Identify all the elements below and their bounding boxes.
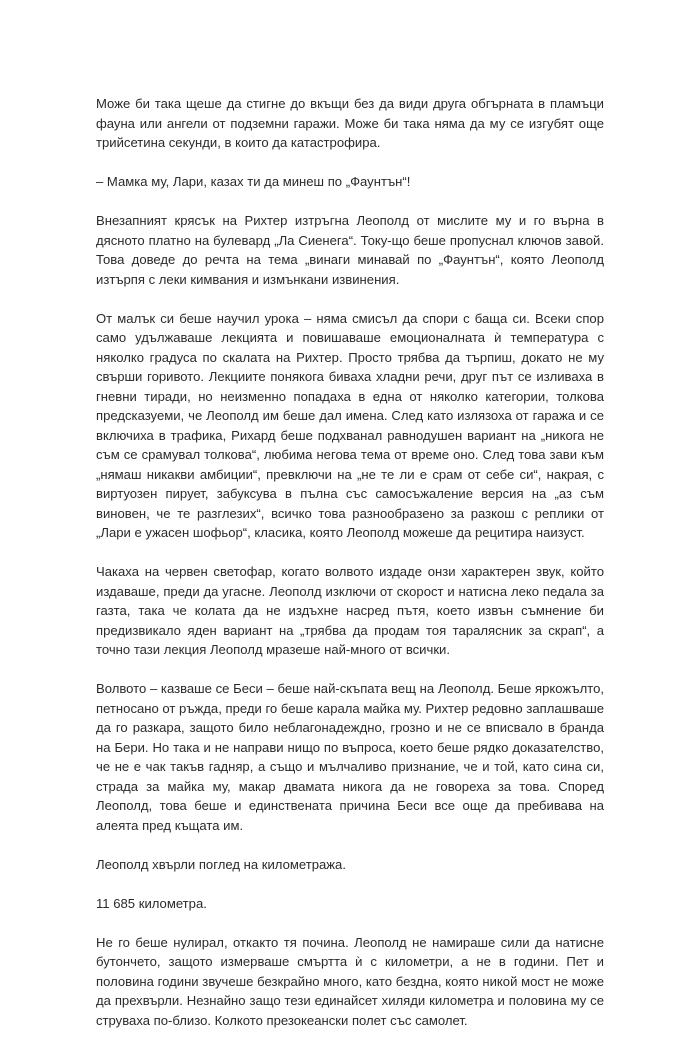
body-text — [96, 94, 604, 1050]
paragraph-6: Волвото – казваше се Беси – беше най-скъпата вещ на Леополд. Беше яркожълто, петносано от ръжда, преди го беше карала майка му. Рихтер редовно заплашваше да го разкара, защото било неблагонадеждно, грозно и не се вписвало в бранда на Бери. Но така и не направи нищо по въпроса, което беше рядко доказателство, че не е чак такъв гадняр, а също и мълчаливо признание, че и той, като сина си, страда за майка му, макар двамата никога да не говореха за това. Според Леополд, това беше и единствената причина Беси все още да пребивава на алеята пред къщата им. — [96, 681, 605, 833]
paragraph-7: Леополд хвърли поглед на километража. — [96, 856, 346, 872]
paragraph-3: Внезапният крясък на Рихтер изтръгна Леополд от мислите му и го върна в дясното платно на булевард „Ла Сиенега“. Току-що беше пропуснал ключов завой. Това доведе до речта на тема „винаги минавай по „Фаунтън“, която Леополд изтърпя с леки кимвания и измънкани извинения. — [96, 213, 604, 287]
paragraph-4: От малък си беше научил урока – няма смисъл да спори с баща си. Всеки спор само удължаваше лекцията и повишаваше емоционалната ѝ температура с няколко градуса по скалата на Рихтер. Просто трябва да търпиш, докато не му свърши горивото. Лекциите понякога биваха хладни речи, друг път се изливаха в гневни тиради, но неизменно попадаха в една от няколко категории, толкова предсказуеми, че Леополд им беше дал имена. След като излязоха от гаража и се включиха в трафика, Рихард беше подхванал равнодушен вариант на „никога не съм се срамувал толкова“, любима негова тема от време оно. След това зави към „нямаш никакви амбиции“, превключи на „не те ли е срам от себе си“, накрая, с виртуозен пирует, забуксува в пълна със самосъжаление версия на „аз съм виновен, че те разглезих“, всичко това разнообразено за разкош с реплики от „Лари е ужасен шофьор“, класика, която Леополд можеше да рецитира наизуст. — [96, 310, 604, 540]
paragraph-dialogue: – Мамка му, Лари, казах ти да минеш по „Фаунтън“! — [96, 174, 411, 189]
paragraph-odometer: 11 685 километра. — [96, 895, 207, 911]
paragraph-5: Чакаха на червен светофар, когато волвото издаде онзи характерен звук, който издаваше, преди да угасне. Леополд изключи от скорост и натисна леко педала за газта, така че колата да не издъхне насред пътя, което извън съмнение би предизвикало яден вариант на „трябва да продам тоя таралясник за скрап“, а точно тази лекция Леополд мразеше най-много от всички. — [96, 564, 604, 657]
paragraph-1: Може би така щеше да стигне до вкъщи без да види друга обгърната в пламъци фауна или ангели от подземни гаражи. Може би така няма да му се изгубят още трийсетина секунди, в които да катастрофира. — [96, 96, 604, 150]
paragraph-9: Не го беше нулирал, откакто тя почина. Леополд не намираше сили да натисне бутончето, защото измерваше смъртта ѝ с километри, а не в години. Пет и половина години звучеше безкрайно много, като бездна, която никой мост не може да прехвърли. Незнайно защо тези единайсет хиляди километра и половина му се струваха по-близо. Колкото презокеански полет със самолет. — [96, 934, 604, 1028]
